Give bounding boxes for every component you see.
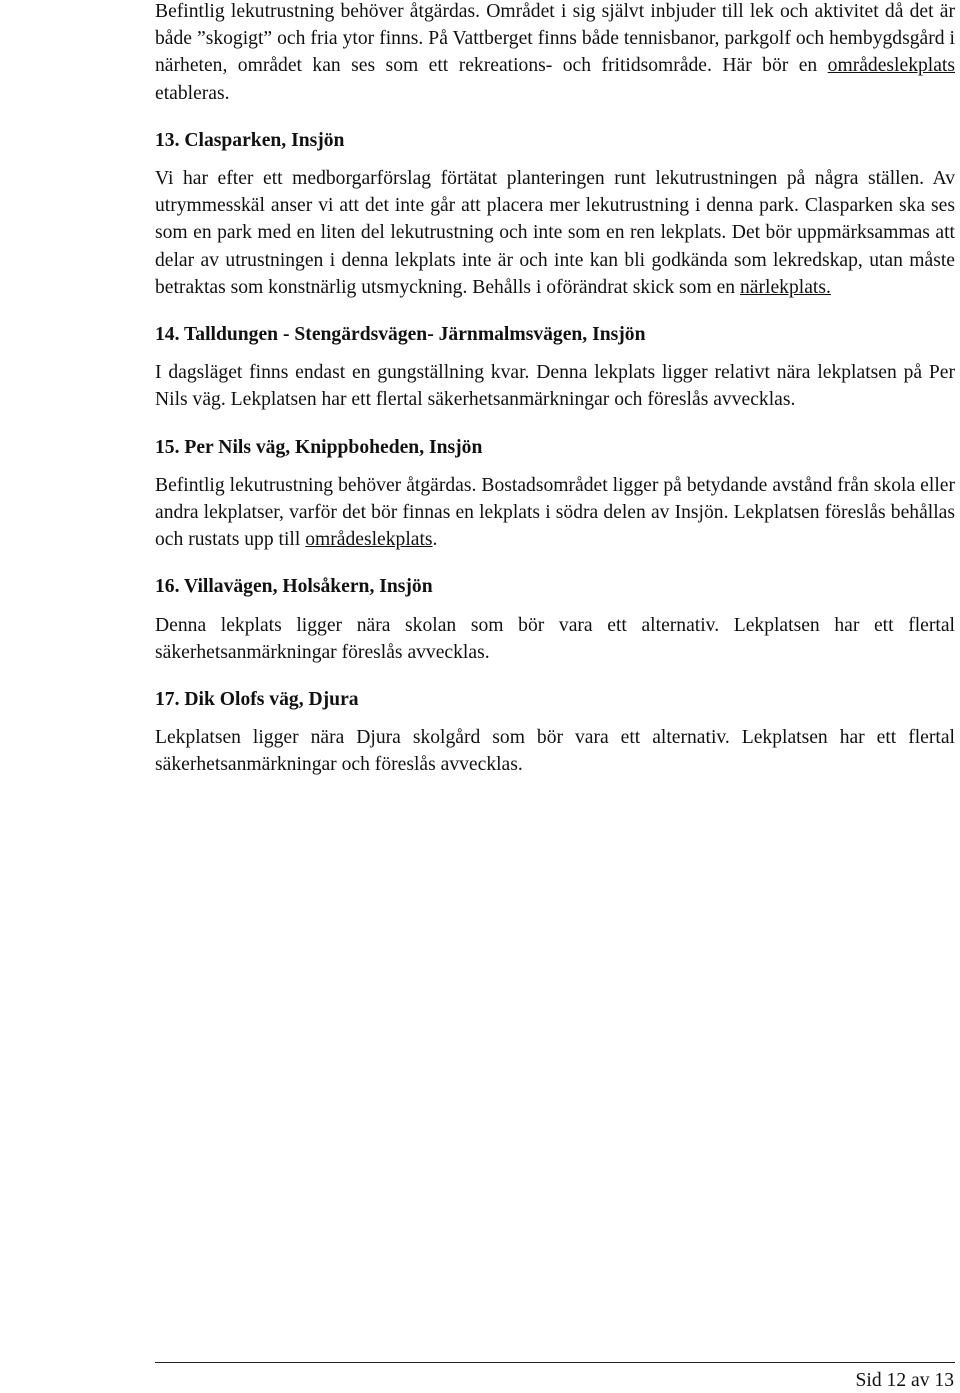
intro-paragraph (155, 0, 955, 107)
section-link: närlekplats. (740, 276, 831, 298)
intro-text-end: etableras. (155, 82, 230, 104)
document-page (155, 0, 955, 779)
section-heading: 16. Villavägen, Holsåkern, Insjön (155, 576, 433, 598)
section-paragraph (155, 472, 955, 554)
intro-link: områdeslekplats (827, 55, 955, 77)
section-heading: 17. Dik Olofs väg, Djura (155, 689, 359, 711)
section-text: Befintlig lekutrustning behöver åtgärdas. Bostadsområdet ligger på betydande avstånd från skola eller andra lekplatser, varför det bör finnas en lekplats i södra delen av Insjön. Lekplatsen föreslås behållas och rustats upp till (155, 474, 955, 551)
section-13 (155, 127, 955, 301)
page-number: Sid 12 av 13 (855, 1370, 954, 1391)
section-heading: 14. Talldungen - Stengärdsvägen- Järnmalmsvägen, Insjön (155, 324, 646, 346)
section-heading: 13. Clasparken, Insjön (155, 129, 345, 151)
section-text: Lekplatsen ligger nära Djura skolgård som bör vara ett alternativ. Lekplatsen har ett flertal säkerhetsanmärkningar och föreslås avvecklas. (155, 727, 955, 776)
section-16 (155, 573, 955, 666)
section-heading: 15. Per Nils väg, Knippboheden, Insjön (155, 436, 483, 458)
section-text: I dagsläget finns endast en gungställning kvar. Denna lekplats ligger relativt nära lekplatsen på Per Nils väg. Lekplatsen har ett flertal säkerhetsanmärkningar och föreslås avvecklas. (155, 362, 955, 411)
section-14 (155, 321, 955, 414)
section-paragraph (155, 612, 955, 666)
section-text: Denna lekplats ligger nära skolan som bör vara ett alternativ. Lekplatsen har ett flertal säkerhetsanmärkningar föreslås avvecklas. (155, 614, 955, 663)
section-text: Vi har efter ett medborgarförslag förtätat planteringen runt lekutrustningen på några ställen. Av utrymmesskäl anser vi att det inte går att placera mer lekutrustning i denna park. Clasparken ska ses som en park med en liten del lekutrustning och inte som en ren lekplats. Det bör uppmärksammas att delar av utrustningen i denna lekplats inte är och inte kan bli godkända som lekredskap, utan måste betraktas som konstnärlig utsmyckning. Behålls i oförändrat skick som en (155, 168, 955, 298)
footer-divider (155, 1362, 955, 1363)
section-paragraph (155, 359, 955, 413)
section-15 (155, 434, 955, 554)
section-paragraph (155, 724, 955, 778)
intro-text: Befintlig lekutrustning behöver åtgärdas. Området i sig självt inbjuder till lek och aktivitet då det är både ”skogigt” och fria ytor finns. På Vattberget finns både tennisbanor, parkgolf och hembygdsgård i närheten, området kan ses som ett rekreations- och fritidsområde. Här bör en (155, 1, 955, 77)
section-paragraph (155, 165, 955, 301)
section-link: områdeslekplats (305, 529, 433, 551)
section-text-end: . (432, 529, 438, 551)
section-17 (155, 686, 955, 779)
